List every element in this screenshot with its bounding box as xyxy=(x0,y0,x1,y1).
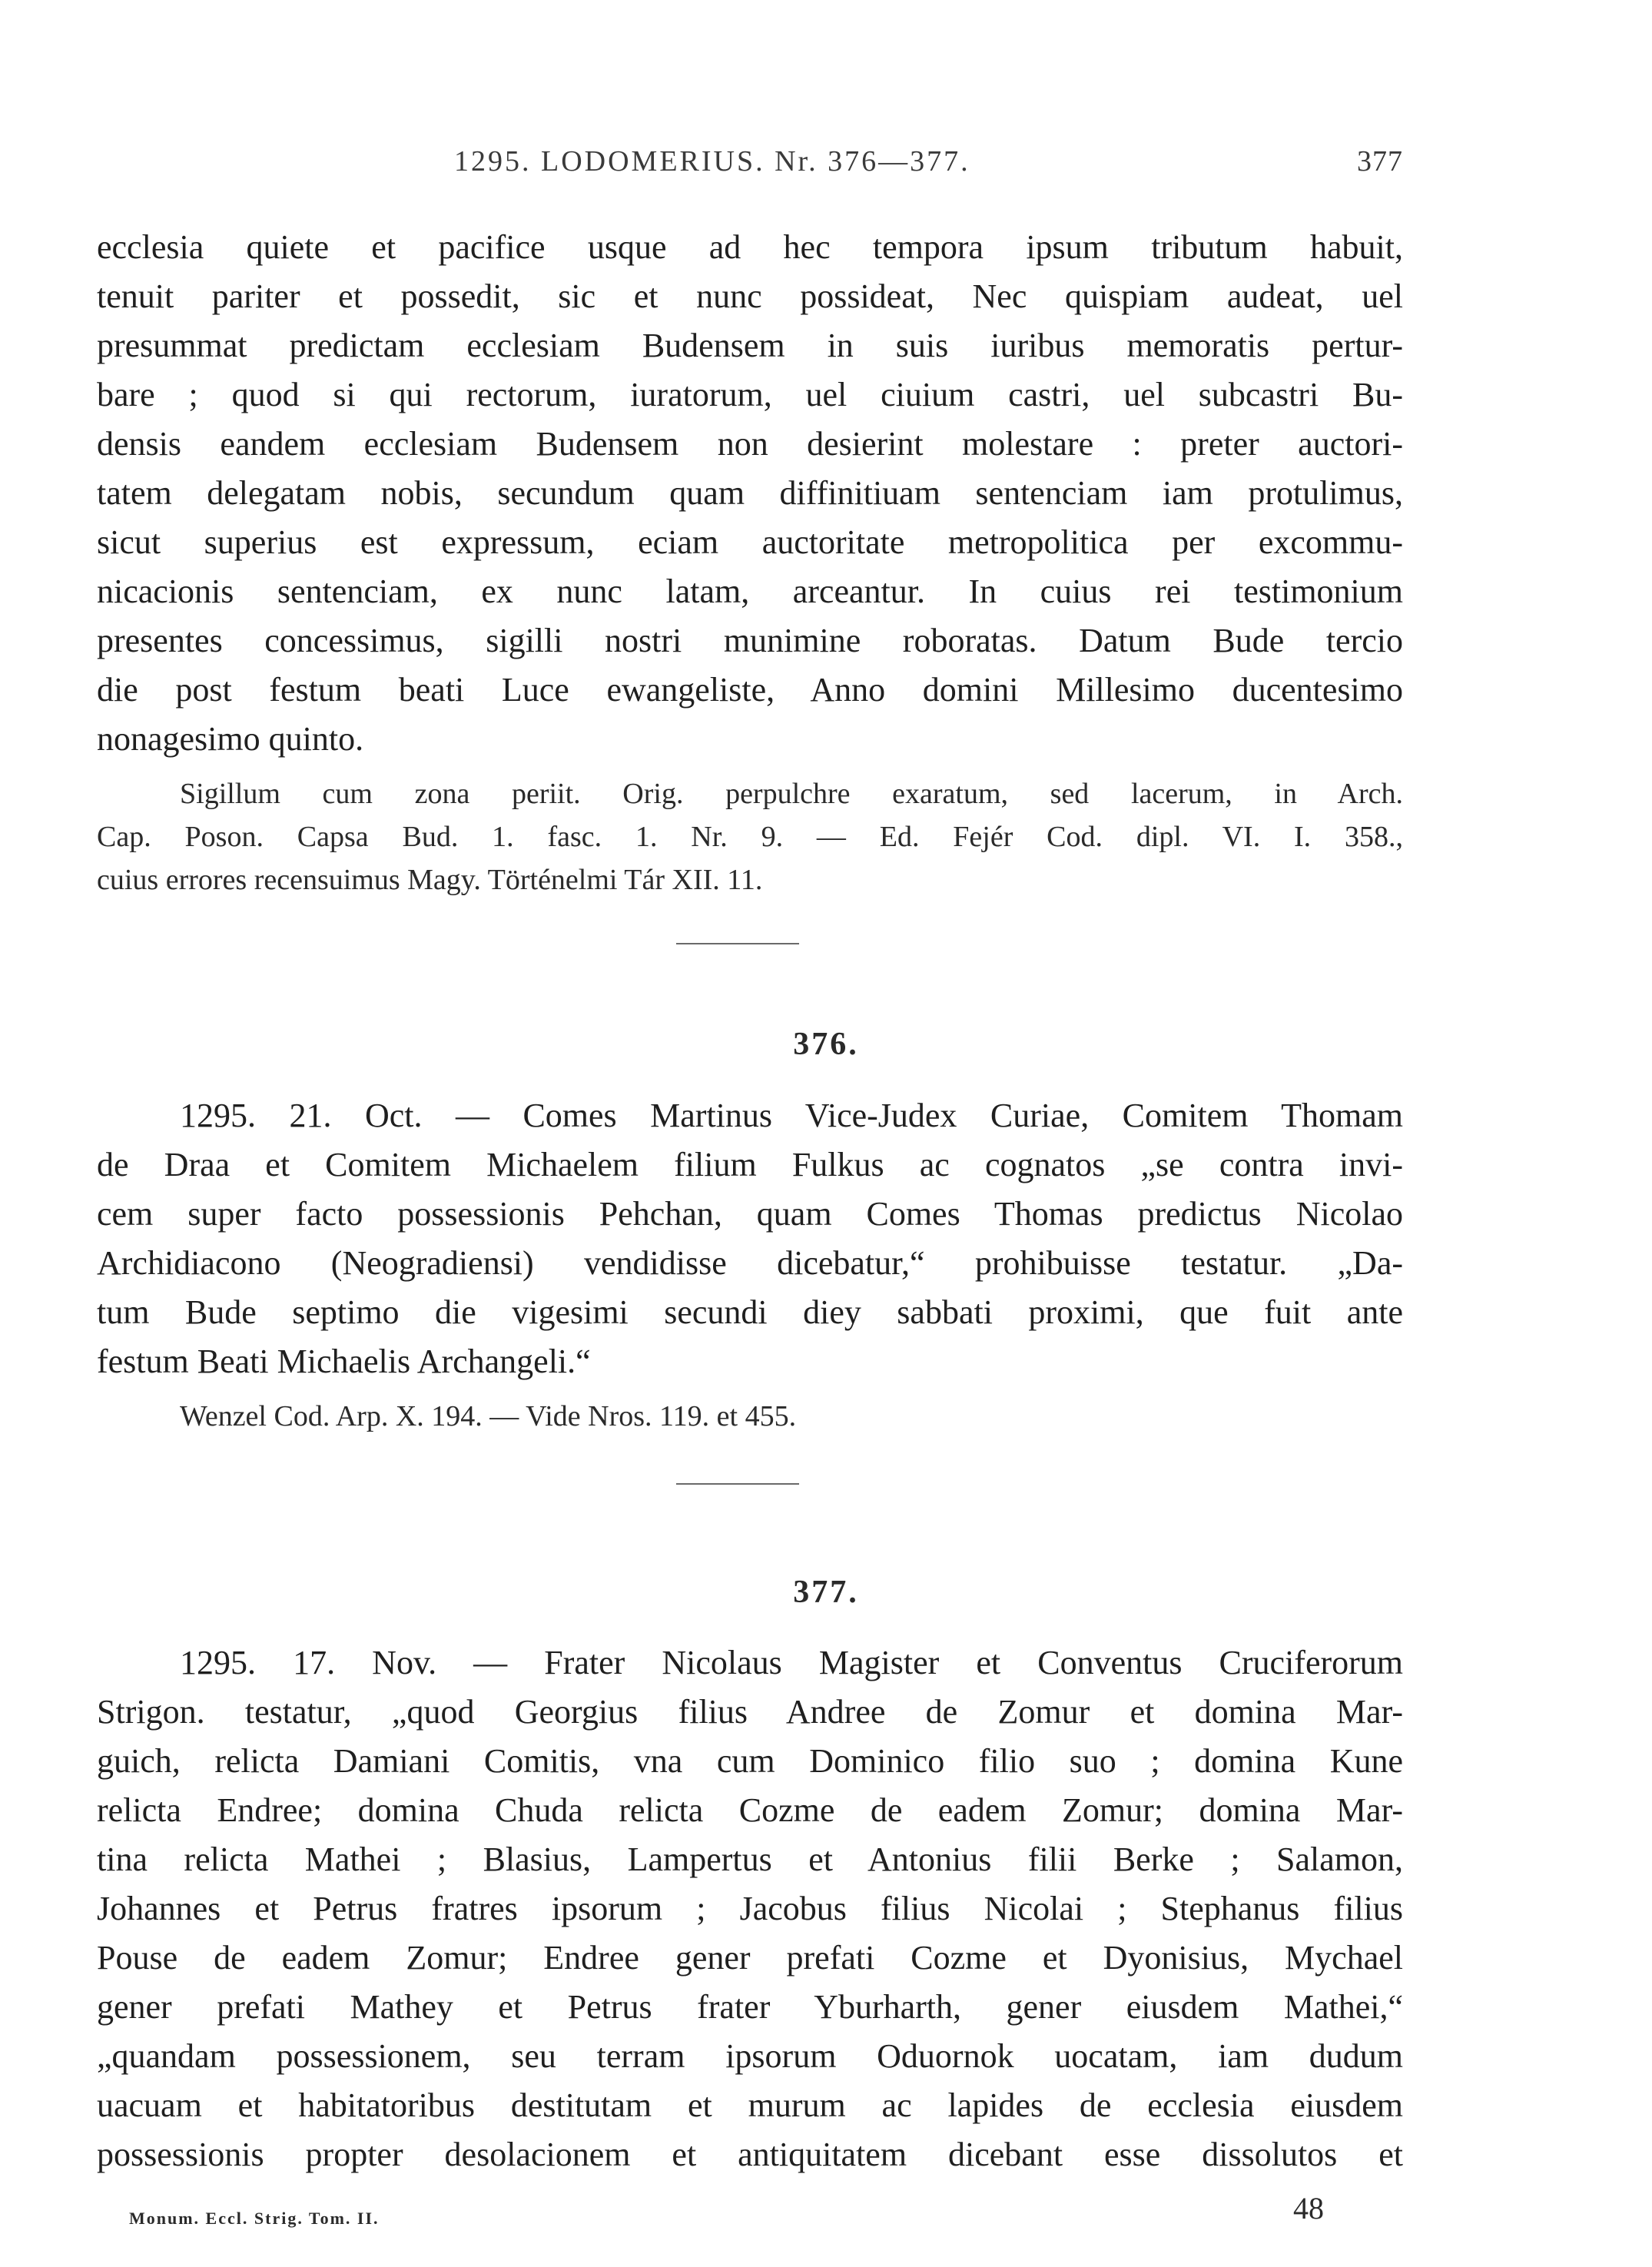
note-line: cuius errores recensuimus Magy. Történelmi Tár XII. 11. xyxy=(97,864,763,896)
text-line: tenuit pariter et possedit, sic et nunc possideat, Nec quispiam audeat, uel xyxy=(97,277,1403,315)
text-line: nonagesimo quinto. xyxy=(97,720,364,758)
text-line: relicta Endree; domina Chuda relicta Cozme de eadem Zomur; domina Mar- xyxy=(97,1791,1403,1829)
separator-rule xyxy=(676,943,799,944)
text-line: presummat predictam ecclesiam Budensem in suis iuribus memoratis pertur- xyxy=(97,327,1403,364)
text-line: tatem delegatam nobis, secundum quam diffinitiuam sentenciam iam protulimus, xyxy=(97,474,1403,512)
note-line: Sigillum cum zona periit. Orig. perpulchre exaratum, sed lacerum, in Arch. xyxy=(180,778,1403,810)
text-line: sicut superius est expressum, eciam auctoritate metropolitica per excommu- xyxy=(97,523,1403,561)
running-head-title: 1295. LODOMERIUS. Nr. 376—377. xyxy=(454,145,970,178)
document-number-377: 377. xyxy=(793,1575,859,1610)
text-line: „quandam possessionem, seu terram ipsorum Oduornok uocatam, iam dudum xyxy=(97,2037,1403,2075)
source-note-376 xyxy=(97,1395,1403,1438)
document-377-text xyxy=(97,1638,1403,2179)
continuation-text xyxy=(97,223,1403,764)
text-line: bare ; quod si qui rectorum, iuratorum, uel ciuium castri, uel subcastri Bu- xyxy=(97,376,1403,413)
text-line: ecclesia quiete et pacifice usque ad hec tempora ipsum tributum habuit, xyxy=(97,228,1403,266)
text-line: Archidiacono (Neogradiensi) vendidisse dicebatur,“ prohibuisse testatur. „Da- xyxy=(97,1244,1403,1282)
text-line: densis eandem ecclesiam Budensem non desierint molestare : preter auctori- xyxy=(97,425,1403,463)
running-head xyxy=(97,144,1403,188)
note-line: Wenzel Cod. Arp. X. 194. — Vide Nros. 119. et 455. xyxy=(180,1400,797,1432)
text-line: Pouse de eadem Zomur; Endree gener prefati Cozme et Dyonisius, Mychael xyxy=(97,1939,1403,1977)
document-number-376: 376. xyxy=(793,1027,859,1062)
text-line: tina relicta Mathei ; Blasius, Lampertus et Antonius filii Berke ; Salamon, xyxy=(97,1840,1403,1878)
page-number: 377 xyxy=(1357,145,1403,178)
text-line: tum Bude septimo die vigesimi secundi diey sabbati proximi, que fuit ante xyxy=(97,1293,1403,1331)
text-line: de Draa et Comitem Michaelem filium Fulkus ac cognatos „se contra invi- xyxy=(97,1146,1403,1183)
text-line: Strigon. testatur, „quod Georgius filius Andree de Zomur et domina Mar- xyxy=(97,1693,1403,1731)
note-line: Cap. Poson. Capsa Bud. 1. fasc. 1. Nr. 9. — Ed. Fejér Cod. dipl. VI. I. 358., xyxy=(97,821,1403,853)
source-note xyxy=(97,772,1403,901)
text-line: gener prefati Mathey et Petrus frater Yburharth, gener eiusdem Mathei,“ xyxy=(97,1988,1403,2026)
footer-sheet-number: 48 xyxy=(1293,2191,1324,2226)
text-line: possessionis propter desolacionem et antiquitatem dicebant esse dissolutos et xyxy=(97,2136,1403,2173)
text-line: festum Beati Michaelis Archangeli.“ xyxy=(97,1343,591,1380)
footer-signature: Monum. Eccl. Strig. Tom. II. xyxy=(129,2209,380,2228)
text-line: uacuam et habitatoribus destitutam et murum ac lapides de ecclesia eiusdem xyxy=(97,2086,1403,2124)
separator-rule xyxy=(676,1483,799,1485)
text-line: nicacionis sentenciam, ex nunc latam, arceantur. In cuius rei testimonium xyxy=(97,573,1403,610)
text-line: die post festum beati Luce ewangeliste, Anno domini Millesimo ducentesimo xyxy=(97,671,1403,709)
text-line: guich, relicta Damiani Comitis, vna cum Dominico filio suo ; domina Kune xyxy=(97,1742,1403,1780)
text-line: 1295. 21. Oct. — Comes Martinus Vice-Judex Curiae, Comitem Thomam xyxy=(180,1097,1403,1134)
text-line: 1295. 17. Nov. — Frater Nicolaus Magister et Conventus Cruciferorum xyxy=(180,1644,1403,1681)
document-376-text xyxy=(97,1091,1403,1386)
text-line: Johannes et Petrus fratres ipsorum ; Jacobus filius Nicolai ; Stephanus filius xyxy=(97,1890,1403,1927)
text-line: cem super facto possessionis Pehchan, quam Comes Thomas predictus Nicolao xyxy=(97,1195,1403,1233)
text-line: presentes concessimus, sigilli nostri munimine roboratas. Datum Bude tercio xyxy=(97,622,1403,659)
